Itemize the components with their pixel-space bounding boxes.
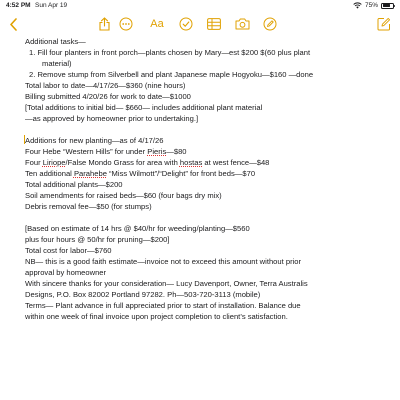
blank-line [25,212,385,223]
blank-line [25,124,385,135]
note-line [25,135,385,146]
back-button[interactable] [6,16,20,32]
markup-button[interactable] [262,16,278,32]
note-line: Designs, P.O. Box 82002 Portland 97282. Ph—503-720-3113 (mobile) [25,290,261,299]
note-line: [Total additions to initial bid— $660— includes additional plant material [25,103,263,112]
camera-icon [235,18,250,30]
camera-button[interactable] [234,16,250,32]
note-line: Total labor to date—4/17/26—$360 (nine hours) [25,81,186,90]
format-text-button[interactable] [148,16,166,32]
share-icon [99,17,110,31]
note-line [25,168,385,179]
note-line: Total cost for labor—$760 [25,246,112,255]
note-line: material) [42,59,72,68]
status-time: 4:52 PM [6,2,31,9]
table-icon [207,18,221,30]
wifi-icon [353,2,362,9]
note-line: Additional tasks— [25,37,86,46]
note-line: Billing submitted 4/20/26 for work to date—$1000 [25,92,191,101]
note-line: 2. Remove stump from Silverbell and plant Japanese maple Hogyoku—$160 —done [29,70,314,79]
note-text: —$80 [166,147,187,156]
status-right [353,2,394,9]
checklist-icon [179,17,193,31]
note-line [25,157,385,168]
note-line: Total additional plants—$200 [25,180,123,189]
note-line: within one week of final invoice upon project completion to client’s satisfaction. [25,312,288,321]
note-line: [Based on estimate of 14 hrs @ $40/hr for weeding/planting—$560 [25,224,250,233]
status-date: Sun Apr 19 [35,2,68,9]
battery-percent: 75% [364,2,378,9]
share-button[interactable] [96,16,112,32]
note-line: plus four hours @ 50/hr for pruning—$200] [25,235,170,244]
note-line: Debris removal fee—$50 (for stumps) [25,202,152,211]
battery-fill [383,4,390,6]
note-text: Ten additional [25,169,74,178]
note-line: —as approved by homeowner prior to undertaking.] [25,114,199,123]
note-line: approval by homeowner [25,268,107,277]
note-line: Terms— Plant advance in full appreciated prior to start of installation. Balance due [25,301,301,310]
note-text: /False Mondo Grass for area with [65,158,180,167]
toolbar [0,12,400,36]
note-line: Soil amendments for raised beds—$60 (four bags dry mix) [25,191,222,200]
more-button[interactable] [118,16,134,32]
markup-icon [263,17,277,31]
note-text: “Miss Wilmott”/“Delight” for front beds—$70 [106,169,256,178]
spellcheck-word: Pieris [147,147,167,156]
note-line: With sincere thanks for your consideration— Lucy Davenport, Owner, Terra Australis [25,279,308,288]
spellcheck-word: Liriope [42,158,66,167]
note-text: Four [25,158,43,167]
format-text-label: Aa [150,18,164,30]
note-line: 1. Fill four planters in front porch—plants chosen by Mary—est $200 $(60 plus plant [29,48,311,57]
battery-icon [381,3,394,9]
note-body[interactable] [25,36,385,322]
more-icon [119,17,133,31]
note-line [25,146,385,157]
status-bar [0,0,400,12]
compose-button[interactable] [376,16,392,32]
table-button[interactable] [206,16,222,32]
note-line: NB— this is a good faith estimate—invoice not to exceed this amount without prior [25,257,302,266]
back-icon [9,18,18,31]
checklist-button[interactable] [178,16,194,32]
spellcheck-word: hostas [179,158,203,167]
spellcheck-word: Parahebe [73,169,107,178]
note-text: at west fence—$48 [202,158,270,167]
compose-icon [377,17,391,31]
note-line-text: Additions for new planting—as of 4/17/26 [25,136,164,145]
note-text: Four Hebe “Western Hills” for under [25,147,148,156]
